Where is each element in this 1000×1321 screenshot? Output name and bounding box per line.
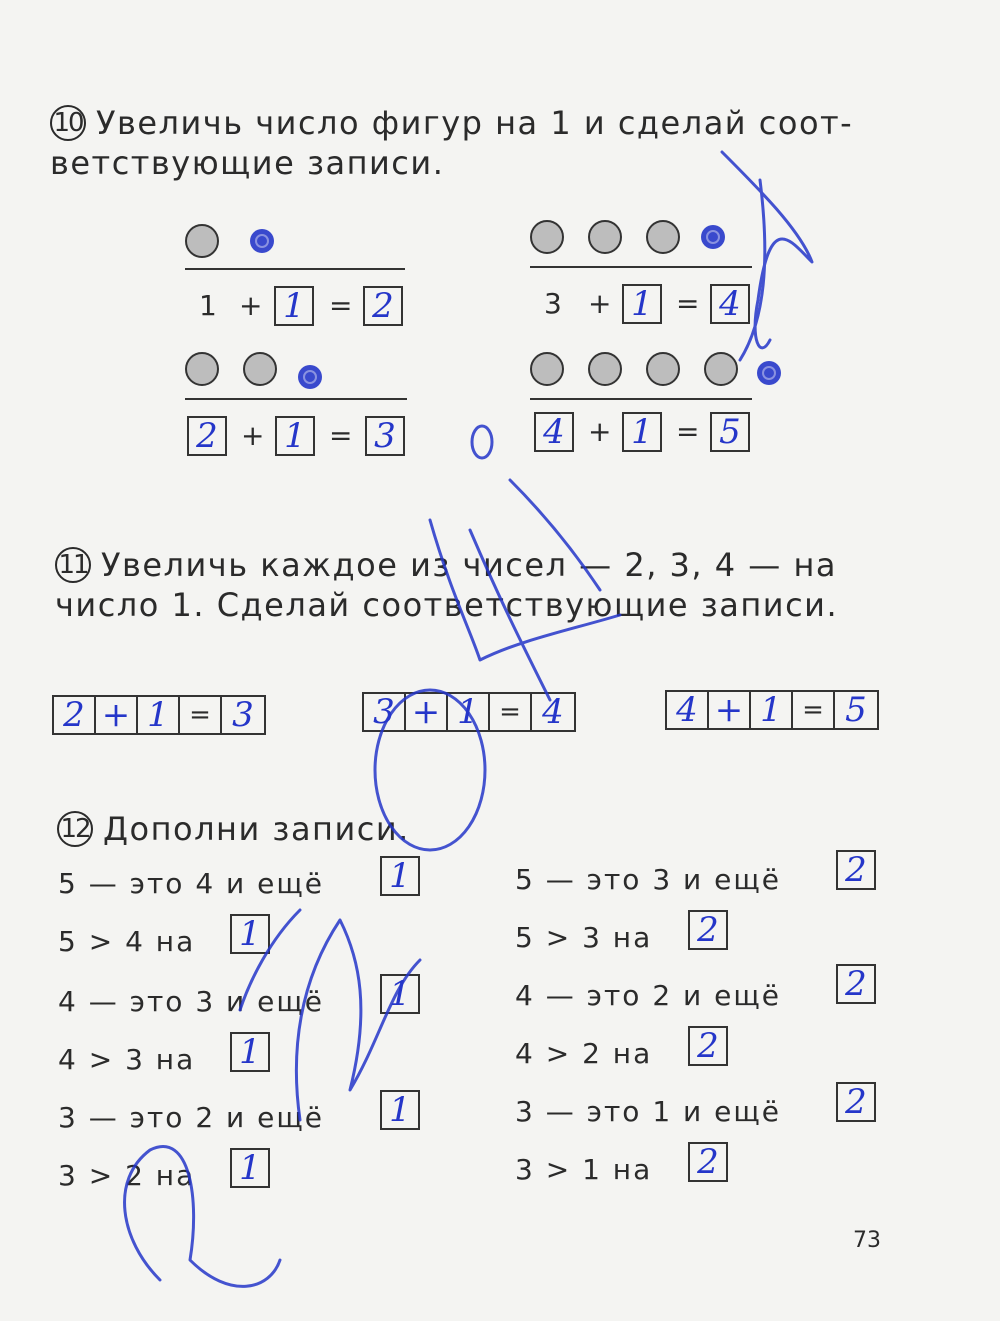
expr-a: 1 [199, 289, 217, 322]
drawn-circle-icon [293, 360, 327, 394]
handwritten-answer: 1 [283, 286, 305, 326]
handwritten-answer: 3 [374, 416, 396, 456]
answer-box[interactable] [230, 1032, 270, 1072]
answer-box[interactable] [230, 914, 270, 954]
divider-line [530, 398, 752, 400]
answer-box[interactable] [688, 910, 728, 950]
handwritten-answer: 4 [543, 412, 565, 452]
gray-circle [185, 224, 219, 258]
handwritten-answer: 3 [232, 695, 254, 735]
equation-row-1 [52, 695, 266, 735]
answer-box[interactable] [380, 974, 420, 1014]
handwritten-answer: 1 [389, 1090, 411, 1130]
equals-sign: = [802, 695, 824, 725]
equals-sign: = [499, 697, 521, 727]
statement-right-3: 4 — это 2 и ещё [515, 979, 781, 1012]
drawn-circle-icon [245, 224, 279, 258]
answer-box[interactable] [836, 850, 876, 890]
handwritten-answer: 5 [719, 412, 741, 452]
answer-box[interactable] [230, 1148, 270, 1188]
handwritten-answer: 5 [845, 690, 867, 730]
statement-right-6: 3 > 1 на [515, 1153, 653, 1186]
cell [180, 697, 222, 733]
statement-left-1: 5 — это 4 и ещё [58, 867, 324, 900]
figure-group-3 [185, 352, 407, 462]
expr-eq: = [329, 289, 353, 322]
handwritten-answer: 2 [63, 695, 85, 735]
expr-plus: + [588, 287, 612, 320]
handwritten-answer: 1 [239, 1148, 261, 1188]
handwritten-answer: 1 [631, 284, 653, 324]
answer-box[interactable] [534, 412, 574, 452]
gray-circle [185, 352, 219, 386]
divider-line [185, 398, 407, 400]
gray-circle [243, 352, 277, 386]
task-11-text-line1: Увеличь каждое из чисел — 2, 3, 4 — на [101, 546, 837, 584]
cell[interactable] [364, 694, 406, 730]
cell[interactable] [532, 694, 574, 730]
gray-circle [530, 352, 564, 386]
equation-row-3 [665, 690, 879, 730]
task-11-text-line2: число 1. Сделай соответствующие записи. [55, 586, 839, 624]
task-10-title [50, 100, 853, 144]
answer-box[interactable] [380, 1090, 420, 1130]
statement-left-4: 4 > 3 на [58, 1043, 196, 1076]
statement-left-5: 3 — это 2 и ещё [58, 1101, 324, 1134]
answer-box[interactable] [274, 286, 314, 326]
answer-box[interactable] [836, 1082, 876, 1122]
figure-group-1 [185, 220, 405, 326]
task-number-10: 10 [50, 105, 86, 141]
gray-circle [588, 220, 622, 254]
expr-eq: = [676, 415, 700, 448]
task-number-11: 11 [55, 547, 91, 583]
figure-group-4 [530, 352, 760, 462]
cell[interactable] [138, 697, 180, 733]
expr-eq: = [676, 287, 700, 320]
answer-box[interactable] [365, 416, 405, 456]
handwritten-answer: 2 [845, 1082, 867, 1122]
expr-plus: + [239, 289, 263, 322]
task-11-title [55, 542, 837, 586]
handwritten-answer: 1 [631, 412, 653, 452]
equals-sign: = [189, 700, 211, 730]
answer-box[interactable] [380, 856, 420, 896]
handwritten-answer: 1 [284, 416, 306, 456]
task-10-text-line2: ветствующие записи. [50, 144, 445, 182]
handwritten-answer: + [714, 690, 744, 730]
handwritten-answer: 2 [845, 850, 867, 890]
task-12-title [57, 806, 410, 850]
handwritten-answer: 1 [239, 914, 261, 954]
equation-row-2 [362, 692, 576, 732]
drawn-circle-icon [696, 220, 730, 254]
handwritten-answer: 2 [697, 1026, 719, 1066]
answer-box[interactable] [688, 1142, 728, 1182]
cell[interactable] [835, 692, 877, 728]
cell [490, 694, 532, 730]
cell[interactable] [709, 692, 751, 728]
cell[interactable] [96, 697, 138, 733]
cell[interactable] [448, 694, 490, 730]
handwritten-answer: 1 [239, 1032, 261, 1072]
answer-box[interactable] [710, 412, 750, 452]
answer-box[interactable] [275, 416, 315, 456]
divider-line [530, 266, 752, 268]
statement-left-2: 5 > 4 на [58, 925, 196, 958]
handwritten-answer: 4 [676, 690, 698, 730]
page-number: 73 [853, 1228, 881, 1253]
gray-circle [530, 220, 564, 254]
answer-box[interactable] [710, 284, 750, 324]
handwritten-answer: + [411, 692, 441, 732]
handwritten-answer: 2 [697, 910, 719, 950]
gray-circle [588, 352, 622, 386]
task-10-text-line1: Увеличь число фигур на 1 и сделай соот- [96, 104, 854, 142]
answer-box[interactable] [622, 284, 662, 324]
statement-left-3: 4 — это 3 и ещё [58, 985, 324, 1018]
handwritten-answer: 4 [719, 284, 741, 324]
cell[interactable] [54, 697, 96, 733]
handwritten-answer: + [101, 695, 131, 735]
statement-left-6: 3 > 2 на [58, 1159, 196, 1192]
task-number-12: 12 [57, 811, 93, 847]
divider-line [185, 268, 405, 270]
answer-box[interactable] [622, 412, 662, 452]
gray-circle [646, 352, 680, 386]
answer-box[interactable] [836, 964, 876, 1004]
cell[interactable] [667, 692, 709, 728]
handwritten-answer: 4 [542, 692, 564, 732]
cell[interactable] [222, 697, 264, 733]
answer-box[interactable] [688, 1026, 728, 1066]
figure-group-2 [530, 220, 752, 324]
answer-box[interactable] [363, 286, 403, 326]
gray-circle [646, 220, 680, 254]
handwritten-answer: 1 [760, 690, 782, 730]
expr-plus: + [241, 419, 265, 452]
statement-right-5: 3 — это 1 и ещё [515, 1095, 781, 1128]
handwritten-answer: 1 [389, 974, 411, 1014]
handwritten-answer: 2 [196, 416, 218, 456]
handwritten-answer: 1 [147, 695, 169, 735]
answer-box[interactable] [187, 416, 227, 456]
statement-right-4: 4 > 2 на [515, 1037, 653, 1070]
drawn-circle-icon [752, 356, 786, 390]
handwritten-answer: 2 [372, 286, 394, 326]
statement-right-2: 5 > 3 на [515, 921, 653, 954]
cell[interactable] [751, 692, 793, 728]
expr-plus: + [588, 415, 612, 448]
handwritten-answer: 1 [389, 856, 411, 896]
expr-eq: = [329, 419, 353, 452]
task-12-text: Дополни записи. [103, 810, 410, 848]
cell [793, 692, 835, 728]
statement-right-1: 5 — это 3 и ещё [515, 863, 781, 896]
handwritten-answer: 1 [457, 692, 479, 732]
cell[interactable] [406, 694, 448, 730]
gray-circle [704, 352, 738, 386]
handwritten-answer: 2 [845, 964, 867, 1004]
handwritten-answer: 2 [697, 1142, 719, 1182]
handwritten-answer: 3 [373, 692, 395, 732]
expr-a: 3 [544, 287, 562, 320]
